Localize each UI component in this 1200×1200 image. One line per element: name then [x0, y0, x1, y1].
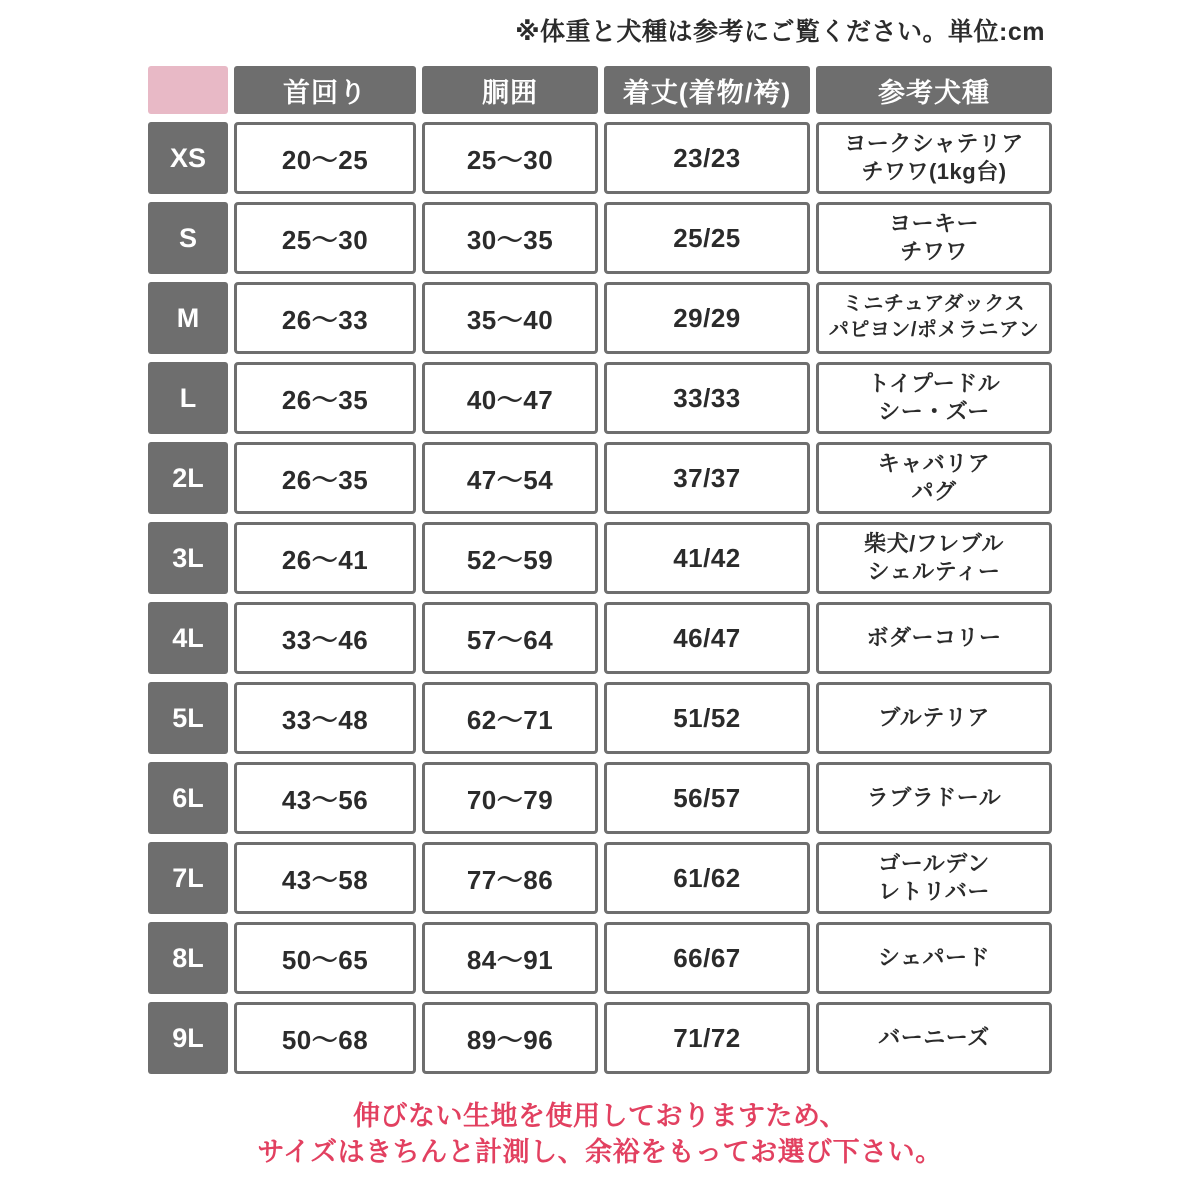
cell-neck: 26〜35 [234, 362, 416, 434]
row-size-label: 3L [148, 522, 228, 594]
cell-chest: 52〜59 [422, 522, 598, 594]
cell-neck: 50〜68 [234, 1002, 416, 1074]
cell-chest: 57〜64 [422, 602, 598, 674]
table-body [148, 122, 1052, 1074]
header-breed: 参考犬種 [816, 66, 1052, 114]
header-length: 着丈(着物/袴) [604, 66, 810, 114]
cell-neck: 26〜33 [234, 282, 416, 354]
bottom-note [0, 1098, 1200, 1171]
cell-neck: 43〜56 [234, 762, 416, 834]
row-size-label: 6L [148, 762, 228, 834]
cell-length: 41/42 [604, 522, 810, 594]
table-header-row [148, 66, 1052, 114]
cell-neck: 33〜48 [234, 682, 416, 754]
cell-chest: 84〜91 [422, 922, 598, 994]
row-size-label: 7L [148, 842, 228, 914]
row-size-label: 8L [148, 922, 228, 994]
breed-line-1: ブルテリア [878, 704, 990, 730]
breed-line-2: チワワ [900, 239, 968, 264]
top-note: ※体重と犬種は参考にご覧ください。単位:cm [515, 18, 1045, 46]
breed-line-1: ミニチュアダックス [842, 293, 1026, 316]
breed-line-1: バーニーズ [878, 1024, 990, 1050]
breed-line-1: ヨークシャテリア [844, 130, 1024, 156]
breed-line-1: シェパード [877, 944, 991, 970]
cell-breed [816, 282, 1052, 354]
cell-chest: 77〜86 [422, 842, 598, 914]
row-size-label: S [148, 202, 228, 274]
header-corner [148, 66, 228, 114]
cell-chest: 47〜54 [422, 442, 598, 514]
cell-neck: 26〜35 [234, 442, 416, 514]
table-row [148, 122, 1052, 194]
table-row [148, 282, 1052, 354]
table-row [148, 682, 1052, 754]
breed-line-2: シー・ズー [878, 399, 990, 424]
cell-breed [816, 762, 1052, 834]
cell-length: 61/62 [604, 842, 810, 914]
cell-length: 46/47 [604, 602, 810, 674]
cell-chest: 89〜96 [422, 1002, 598, 1074]
cell-length: 23/23 [604, 122, 810, 194]
cell-neck: 43〜58 [234, 842, 416, 914]
cell-breed [816, 1002, 1052, 1074]
cell-neck: 33〜46 [234, 602, 416, 674]
breed-line-1: ヨーキー [888, 210, 979, 236]
size-table [142, 58, 1058, 1082]
table-row [148, 1002, 1052, 1074]
breed-line-2: パグ [911, 479, 957, 504]
cell-chest: 35〜40 [422, 282, 598, 354]
row-size-label: 9L [148, 1002, 228, 1074]
breed-line-1: ゴールデン [878, 850, 990, 876]
breed-line-1: 柴犬/フレブル [864, 530, 1004, 556]
cell-neck: 26〜41 [234, 522, 416, 594]
cell-chest: 25〜30 [422, 122, 598, 194]
table-row [148, 842, 1052, 914]
table-row [148, 602, 1052, 674]
cell-chest: 62〜71 [422, 682, 598, 754]
table-row [148, 202, 1052, 274]
cell-chest: 40〜47 [422, 362, 598, 434]
cell-length: 66/67 [604, 922, 810, 994]
cell-breed [816, 442, 1052, 514]
cell-chest: 30〜35 [422, 202, 598, 274]
breed-line-1: トイプードル [867, 370, 1001, 396]
breed-line-2: レトリバー [878, 879, 990, 904]
table-row [148, 762, 1052, 834]
cell-length: 25/25 [604, 202, 810, 274]
row-size-label: 5L [148, 682, 228, 754]
breed-line-1: ボダーコリー [866, 624, 1002, 650]
bottom-note-line-2: サイズはきちんと計測し、余裕をもってお選び下さい。 [257, 1137, 943, 1168]
cell-length: 71/72 [604, 1002, 810, 1074]
cell-breed [816, 682, 1052, 754]
header-neck: 首回り [234, 66, 416, 114]
breed-line-1: キャバリア [877, 450, 991, 476]
breed-line-2: シェルティー [867, 559, 1001, 584]
cell-breed [816, 922, 1052, 994]
cell-length: 29/29 [604, 282, 810, 354]
row-size-label: M [148, 282, 228, 354]
breed-line-2: チワワ(1kg台) [861, 159, 1007, 184]
cell-length: 56/57 [604, 762, 810, 834]
breed-line-1: ラブラドール [866, 784, 1002, 810]
cell-breed [816, 842, 1052, 914]
cell-neck: 50〜65 [234, 922, 416, 994]
cell-breed [816, 362, 1052, 434]
cell-breed [816, 202, 1052, 274]
cell-neck: 25〜30 [234, 202, 416, 274]
bottom-note-line-1: 伸びない生地を使用しておりますため、 [353, 1101, 847, 1131]
cell-length: 37/37 [604, 442, 810, 514]
table-row [148, 522, 1052, 594]
row-size-label: XS [148, 122, 228, 194]
breed-line-2: パピヨン/ポメラニアン [828, 319, 1040, 341]
cell-length: 33/33 [604, 362, 810, 434]
cell-length: 51/52 [604, 682, 810, 754]
row-size-label: 4L [148, 602, 228, 674]
row-size-label: L [148, 362, 228, 434]
header-chest: 胴囲 [422, 66, 598, 114]
cell-chest: 70〜79 [422, 762, 598, 834]
table-row [148, 362, 1052, 434]
table-row [148, 922, 1052, 994]
cell-breed [816, 122, 1052, 194]
cell-neck: 20〜25 [234, 122, 416, 194]
cell-breed [816, 522, 1052, 594]
table-row [148, 442, 1052, 514]
row-size-label: 2L [148, 442, 228, 514]
cell-breed [816, 602, 1052, 674]
